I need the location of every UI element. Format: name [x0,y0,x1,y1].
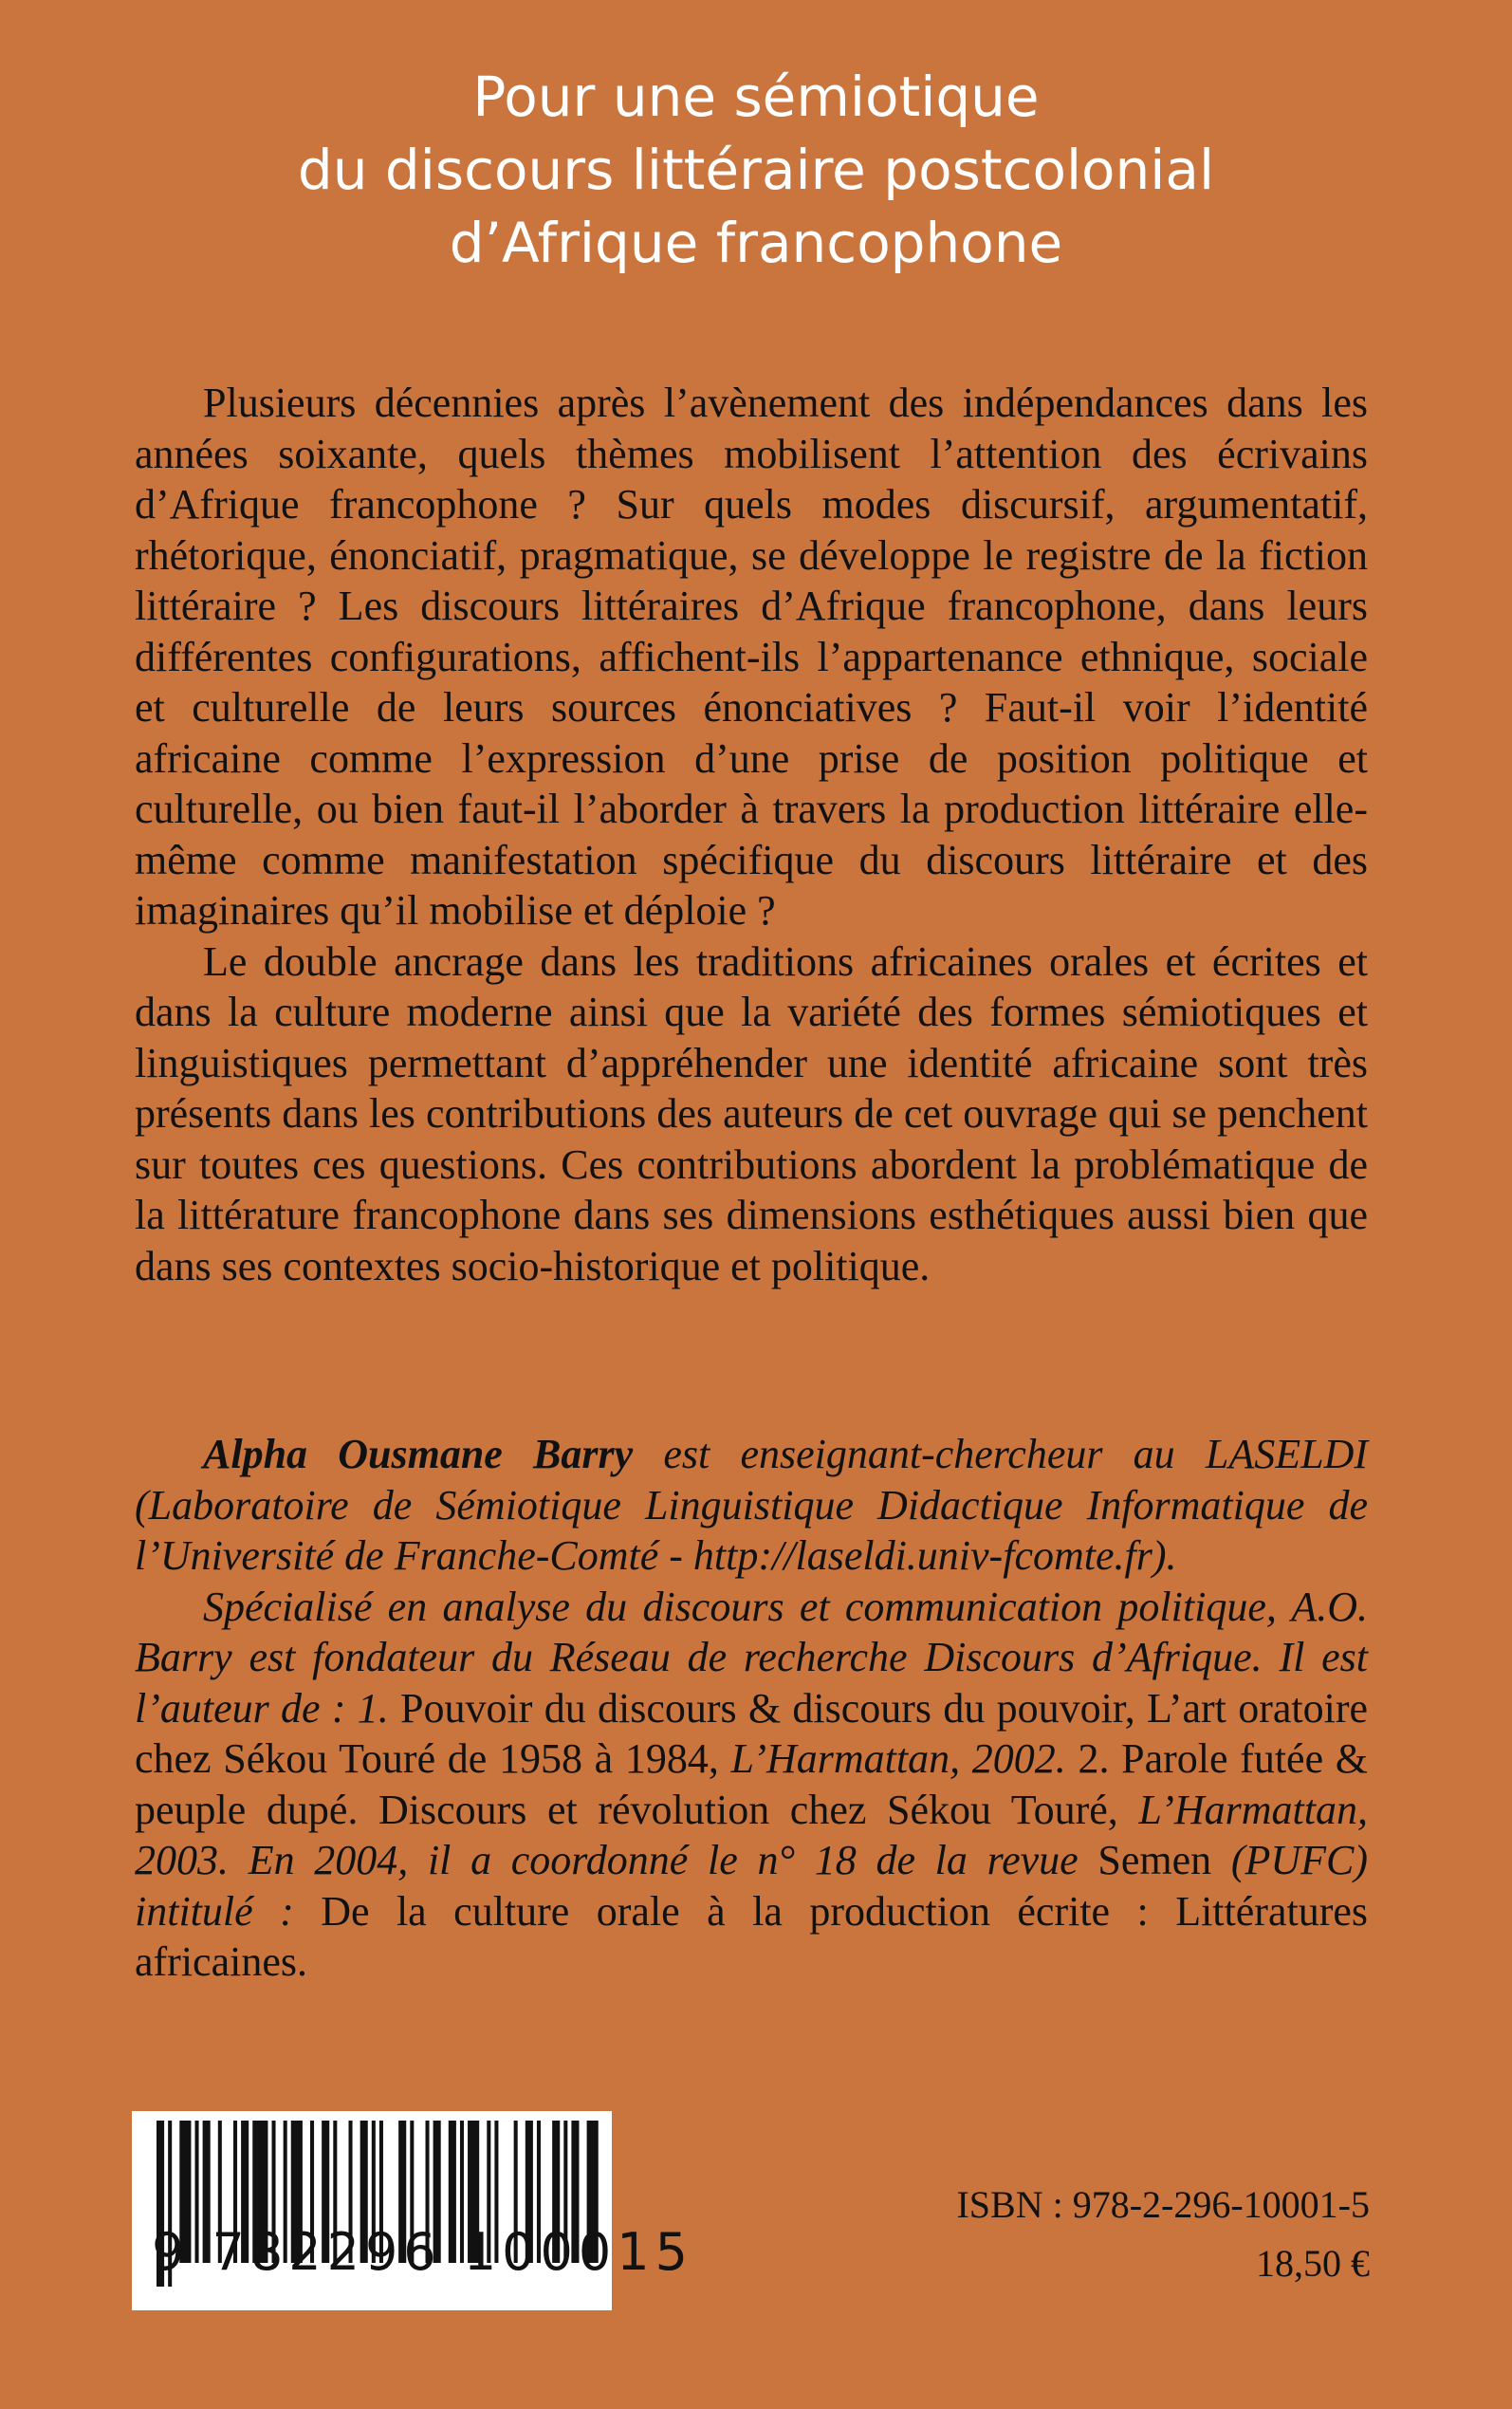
author-paragraph-2 [135,1582,1368,1988]
summary-paragraph-2: Le double ancrage dans les traditions africaines orales et écrites et dans la culture moderne ainsi que la variété des formes sémiotiques et linguistiques permettant d’appréhender une identité africaine sont très présents dans les contributions des auteurs de cet ouvrage qui se penchent sur toutes ces questions. Ces contributions abordent la problématique de la littérature francophone dans ses dimensions esthétiques aussi bien que dans ses contextes socio-historique et politique. [135,937,1368,1289]
author-bio [135,1429,1368,1988]
book-title [0,61,1512,280]
book-summary [135,378,1368,1291]
price: 18,50 € [1256,2242,1370,2285]
barcode-digits: 9 782296 100015 [152,2222,693,2282]
author-paragraph-1 [135,1429,1368,1582]
author-bio-2: Spécialisé en analyse du discours et communication politique, A.O. Barry est fondateur du Réseau de recherche Discours d’Afrique. Il est l’auteur de : 1. [135,1583,1368,1732]
book-1-title: Pouvoir du discours & discours du pouvoir, L’art oratoire chez Sékou Touré de 1958 à 1984, [135,1684,1369,1782]
journal-publisher: (PUFC) intitulé : [135,1837,1368,1935]
title-line-2: du discours littéraire postcolonial [297,138,1215,202]
isbn: ISBN : 978-2-296-10001-5 [956,2183,1370,2226]
author-bio-1: est enseignant-chercheur au LASELDI (Laboratoire de Sémiotique Linguistique Didactique Informatique de l’Université de Franche-Comté - http://laseldi.univ-fcomte.fr). [135,1431,1368,1579]
title-line-3: d’Afrique francophone [449,211,1063,275]
title-line-1: Pour une sémiotique [472,65,1040,129]
summary-paragraph-1: Plusieurs décennies après l’avènement des indépendances dans les années soixante, quels thèmes mobilisent l’attention des écrivains d’Afrique francophone ? Sur quels modes discursif, argumentatif, rhétorique, énonciatif, pragmatique, se développe le registre de la fiction littéraire ? Les discours littéraires d’Afrique francophone, dans leurs différentes configurations, affichent-ils l’appartenance ethnique, sociale et culturelle de leurs sources énonciatives ? Faut-il voir l’identité africaine comme l’expression d’une prise de position politique et culturelle, ou bien faut-il l’aborder à travers la production littéraire elle-même comme manifestation spécifique du discours littéraire et des imaginaires qu’il mobilise et déploie ? [135,380,1368,934]
author-name: Alpha Ousmane Barry [203,1431,634,1477]
book-1-publisher: L’Harmattan, 2002. [718,1735,1066,1782]
book-3-title: De la culture orale à la production écrite : Littératures africaines. [135,1887,1368,1985]
book-2-publisher: L’Harmattan, 2003. En 2004, il a coordonné le n° 18 de la revue [135,1786,1368,1883]
journal-name: Semen [1078,1837,1212,1883]
book-2-title: 2. Parole futée & peuple dupé. Discours et révolution chez Sékou Touré, [135,1735,1368,1833]
